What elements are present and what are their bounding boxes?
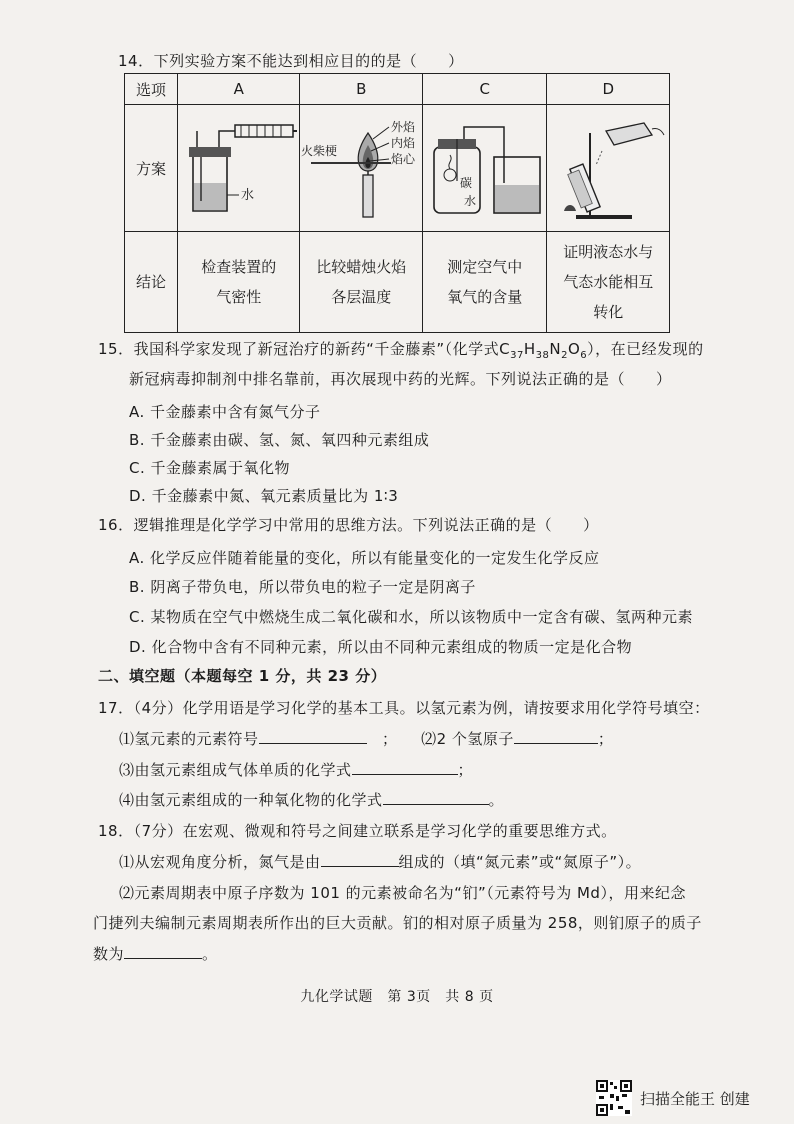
apparatus-b [300, 105, 422, 232]
q18-part-1: ⑴从宏观角度分析，氮气是由 组成的（填“氮元素”或“氮原子”）。 [119, 850, 641, 873]
page-footer: 九化学试题 第 3页 共 8 页 [300, 989, 494, 1005]
header-d: D [547, 74, 670, 105]
header-b: B [300, 74, 422, 105]
q18-part-2-line2: 门捷列夫编制元素周期表所作出的巨大贡献。钔的相对原子质量为 258，则钔原子的质子 [93, 914, 702, 932]
conclusion-a: 检查装置的 气密性 [178, 232, 300, 333]
inner-flame-label: 内焰 [391, 136, 416, 150]
q15-option-d: D. 千金藤素中氮、氧元素质量比为 1∶3 [129, 487, 399, 505]
row-label-conclusion: 结论 [125, 232, 178, 333]
row-label-scheme: 方案 [125, 105, 178, 232]
experiment-table [124, 73, 670, 333]
question-15-stem-line1: 15．我国科学家发现了新冠治疗的新药“千金藤素”（化学式$C_{37}H_{38}N_2O_6$），在已经发现的 [98, 340, 704, 361]
question-17-stem: 17．（4分）化学用语是学习化学的基本工具。以氢元素为例，请按要求用化学符号填空： [98, 699, 710, 717]
q16-option-c: C. 某物质在空气中燃烧生成二氧化碳和水，所以该物质中一定含有碳、氢两种元素 [129, 608, 694, 626]
answer-blank-17-4[interactable] [383, 788, 489, 805]
conclusion-c: 测定空气中 氧气的含量 [422, 232, 547, 333]
answer-blank-18-1[interactable] [321, 850, 399, 867]
question-18-stem: 18．（7分）在宏观、微观和符号之间建立联系是学习化学的重要思维方式。 [98, 822, 617, 840]
q16-option-a: A. 化学反应伴随着能量的变化，所以有能量变化的一定发生化学反应 [129, 549, 600, 567]
water-vapor-apparatus-icon [548, 113, 668, 223]
apparatus-d [547, 105, 670, 232]
candle-flame-icon [301, 113, 421, 223]
flame-core-label: 焰心 [391, 152, 416, 166]
question-15-stem-line2: 新冠病毒抑制剂中排名靠前，再次展现中药的光辉。下列说法正确的是（ ） [129, 370, 672, 388]
q16-option-b: B. 阴离子带负电，所以带负电的粒子一定是阴离子 [129, 578, 476, 596]
matchstick-label: 火柴梗 [301, 144, 338, 158]
header-option: 选项 [125, 74, 178, 105]
header-a: A [178, 74, 300, 105]
conclusion-d: 证明液态水与 气态水能相互 转化 [547, 232, 670, 333]
question-16-stem: 16．逻辑推理是化学学习中常用的思维方法。下列说法正确的是（ ） [98, 516, 599, 534]
water-label-a: 水 [240, 188, 254, 203]
oxygen-content-apparatus-icon [424, 113, 546, 223]
answer-blank-17-3[interactable] [352, 758, 458, 775]
carbon-label: 碳 [459, 176, 472, 190]
q15-option-b: B. 千金藤素由碳、氢、氮、氧四种元素组成 [129, 431, 430, 449]
q15-option-c: C. 千金藤素属于氧化物 [129, 459, 291, 477]
apparatus-a [178, 105, 300, 232]
scanner-label: 扫描全能王 创建 [640, 1089, 750, 1108]
q17-line-1: ⑴氢元素的元素符号 ； ⑵2 个氢原子 ； [119, 727, 613, 750]
apparatus-c [422, 105, 547, 232]
water-label-c: 水 [463, 194, 476, 208]
header-c: C [422, 74, 547, 105]
q17-line-2: ⑶由氢元素组成气体单质的化学式 ； [119, 758, 473, 781]
answer-blank-17-2[interactable] [514, 727, 598, 744]
section-2-heading: 二、填空题（本题每空 1 分，共 23 分） [98, 667, 387, 685]
conclusion-b: 比较蜡烛火焰 各层温度 [300, 232, 422, 333]
q15-option-a: A. 千金藤素中含有氮气分子 [129, 403, 321, 421]
q17-line-3: ⑷由氢元素组成的一种氧化物的化学式 。 [119, 788, 504, 811]
qr-code-icon [596, 1080, 632, 1116]
answer-blank-18-2[interactable] [124, 942, 202, 959]
answer-blank-17-1[interactable] [259, 727, 367, 744]
question-14-stem: 14．下列实验方案不能达到相应目的的是（ ） [118, 52, 464, 70]
outer-flame-label: 外焰 [391, 120, 416, 134]
airtightness-apparatus-icon [179, 113, 299, 223]
scanner-watermark [596, 1080, 750, 1116]
q16-option-d: D. 化合物中含有不同种元素，所以由不同种元素组成的物质一定是化合物 [129, 638, 633, 656]
q18-part-2-line3: 数为 。 [93, 942, 218, 965]
q18-part-2-line1: ⑵元素周期表中原子序数为 101 的元素被命名为“钔”（元素符号为 Md），用来纪念 [119, 884, 686, 902]
